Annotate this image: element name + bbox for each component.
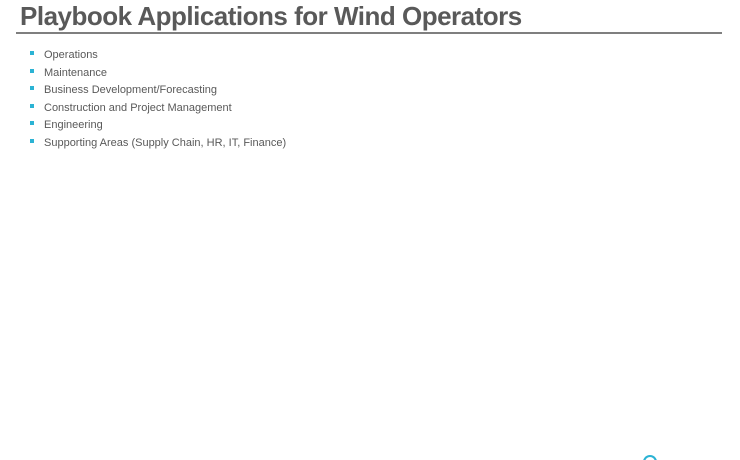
list-item xyxy=(30,65,286,83)
list-item-label: Maintenance xyxy=(44,66,107,79)
bullet-list xyxy=(30,47,286,153)
square-bullet-icon xyxy=(30,121,34,125)
list-item-label: Engineering xyxy=(44,119,103,132)
title-divider xyxy=(16,32,722,34)
square-bullet-icon xyxy=(30,104,34,108)
list-item-label: Business Development/Forecasting xyxy=(44,84,218,97)
square-bullet-icon xyxy=(30,139,34,143)
list-item xyxy=(30,135,286,153)
list-item xyxy=(30,117,286,135)
list-item-label: Construction and Project Management xyxy=(44,101,232,114)
square-bullet-icon xyxy=(30,69,34,73)
list-item-label: Supporting Areas (Supply Chain, HR, IT, Finance) xyxy=(44,136,287,149)
list-item xyxy=(30,82,286,100)
square-bullet-icon xyxy=(30,86,34,90)
partial-logo-icon xyxy=(643,455,657,460)
list-item xyxy=(30,47,286,65)
list-item xyxy=(30,100,286,118)
page-title: Playbook Applications for Wind Operators xyxy=(20,1,522,31)
square-bullet-icon xyxy=(30,51,34,55)
list-item-label: Operations xyxy=(44,49,98,61)
